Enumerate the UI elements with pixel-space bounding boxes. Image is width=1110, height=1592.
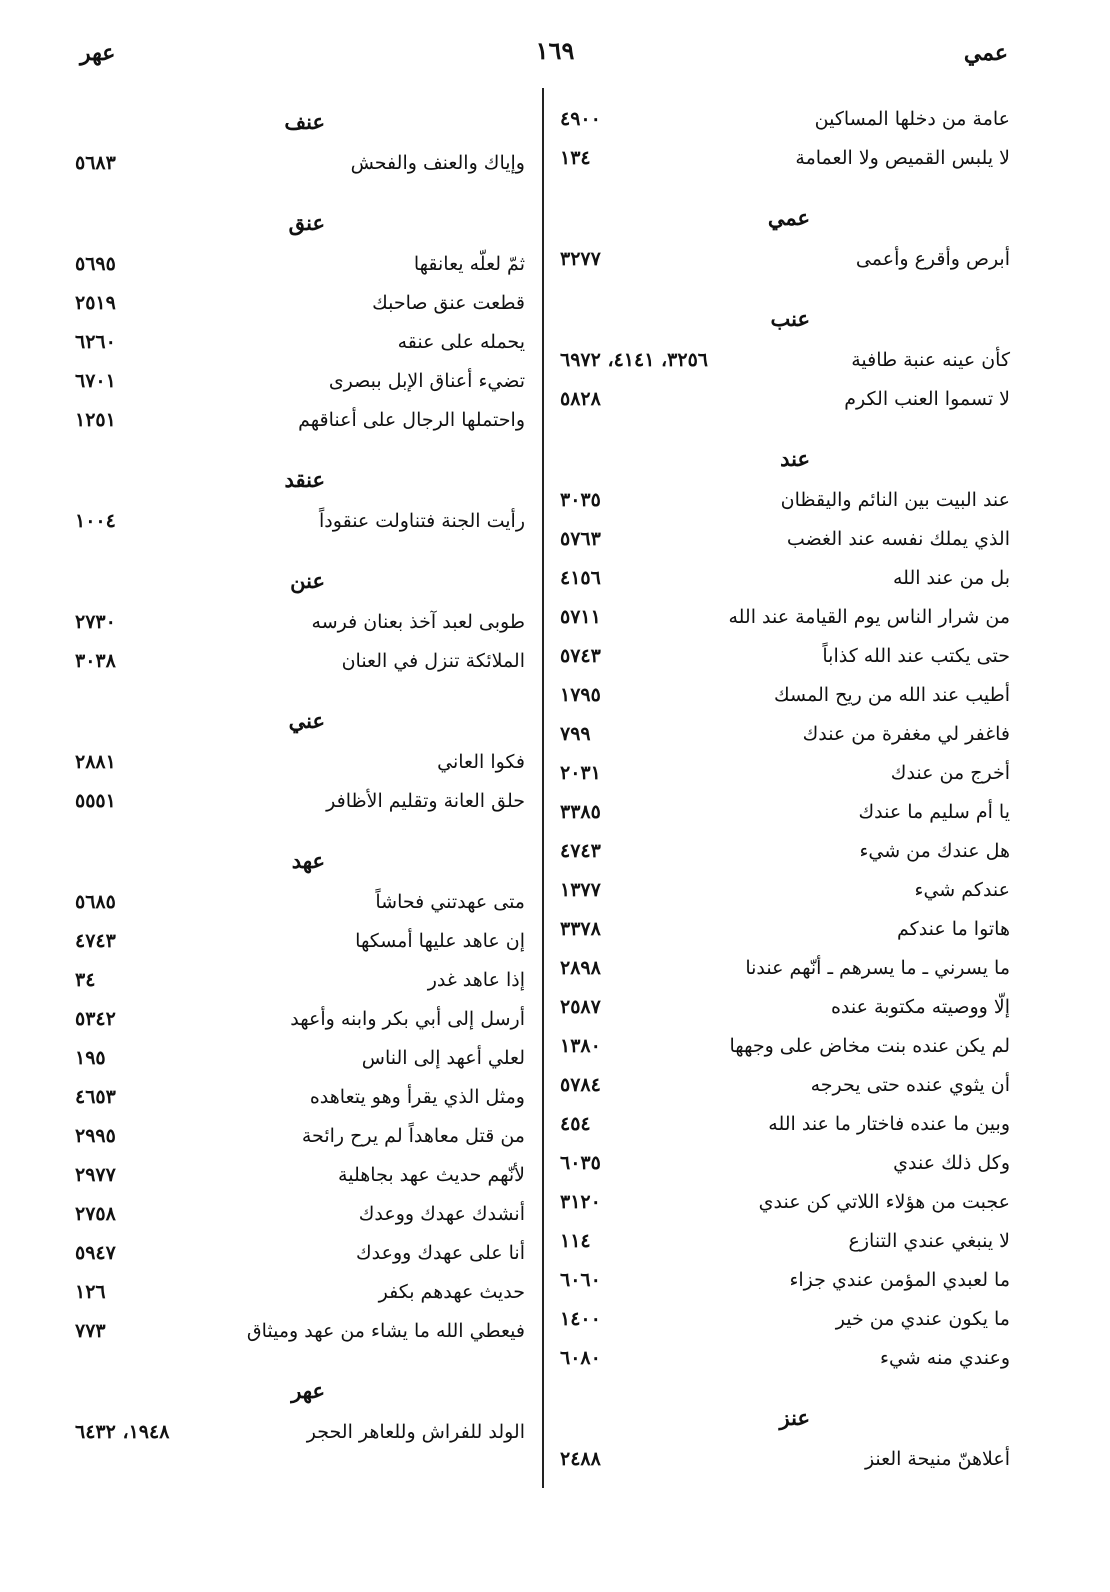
entry-reference-number: ١٣٤ — [560, 147, 591, 169]
index-entry — [560, 793, 1010, 832]
index-entry — [560, 1183, 1010, 1222]
entry-reference-number: ٣٠٣٨ — [75, 650, 116, 672]
entry-text: من شرار الناس يوم القيامة عند الله — [728, 606, 1010, 628]
entry-text: أعلاهنّ منيحة العنز — [864, 1448, 1010, 1470]
index-entry — [75, 1117, 525, 1156]
entry-text: لعلي أعهد إلى الناس — [361, 1047, 525, 1069]
right-column — [560, 100, 1010, 1479]
section-heading: عنن — [290, 568, 325, 593]
entry-reference-number: ٥٧١١ — [560, 606, 601, 628]
entry-reference-number: ١٠٠٤ — [75, 510, 116, 532]
index-entry — [75, 1078, 525, 1117]
entry-text: حتى يكتب عند الله كذاباً — [822, 645, 1010, 667]
entry-text: يحمله على عنقه — [397, 331, 525, 353]
entry-reference-number: ٥٦٨٥ — [75, 891, 116, 913]
entry-reference-number: ١١٤ — [560, 1230, 591, 1252]
index-entry — [560, 871, 1010, 910]
index-entry — [75, 1413, 525, 1452]
index-entry — [75, 1234, 525, 1273]
index-entry — [75, 1312, 525, 1351]
index-entry — [560, 1261, 1010, 1300]
entry-text: بل من عند الله — [892, 567, 1010, 589]
entry-text: لا ينبغي عندي التنازع — [848, 1230, 1010, 1252]
entry-reference-number: ٥٣٤٢ — [75, 1008, 116, 1030]
entry-reference-number: ٣٠٣٥ — [560, 489, 601, 511]
entry-text: يا أم سليم ما عندك — [858, 801, 1010, 823]
entry-text: لأنّهم حديث عهد بجاهلية — [338, 1164, 525, 1186]
entry-text: متى عهدتني فحاشاً — [375, 891, 525, 913]
index-entry — [75, 362, 525, 401]
entry-reference-number: ٢٩٩٥ — [75, 1125, 116, 1147]
index-entry — [560, 715, 1010, 754]
index-entry — [75, 1039, 525, 1078]
section-heading: عنقد — [284, 467, 325, 492]
index-entry — [560, 1027, 1010, 1066]
entry-text: ما لعبدي المؤمن عندي جزاء — [789, 1269, 1010, 1291]
index-entry — [560, 1144, 1010, 1183]
index-entry — [560, 380, 1010, 419]
section-heading: عنف — [284, 109, 325, 134]
index-entry — [75, 1156, 525, 1195]
column-divider — [542, 88, 544, 1488]
entry-reference-number: ٣٢٥٦، ٤١٤١، ٦٩٧٢ — [560, 349, 708, 371]
section-heading: عني — [288, 708, 325, 733]
section-heading: عمي — [767, 205, 810, 230]
entry-text: أخرج من عندك — [890, 762, 1010, 784]
entry-reference-number: ٥٥٥١ — [75, 790, 116, 812]
entry-reference-number: ٦٢٦٠ — [75, 331, 116, 353]
entry-reference-number: ٢٠٣١ — [560, 762, 601, 784]
index-entry — [560, 1440, 1010, 1479]
entry-text: لم يكن عنده بنت مخاض على وجهها — [729, 1035, 1010, 1057]
index-entry — [560, 637, 1010, 676]
entry-text: وإياك والعنف والفحش — [350, 152, 525, 174]
entry-text: ما يكون عندي من خير — [835, 1308, 1010, 1330]
index-entry — [75, 743, 525, 782]
entry-reference-number: ١٧٩٥ — [560, 684, 601, 706]
entry-text: فاغفر لي مغفرة من عندك — [802, 723, 1010, 745]
left-column — [75, 100, 525, 1452]
index-entry — [75, 642, 525, 681]
index-entry — [75, 502, 525, 541]
entry-reference-number: ٥٧٨٤ — [560, 1074, 601, 1096]
entry-text: أرسل إلى أبي بكر وابنه وأعهد — [290, 1008, 525, 1030]
entry-reference-number: ٧٩٩ — [560, 723, 591, 745]
entry-text: رأيت الجنة فتناولت عنقوداً — [319, 510, 525, 532]
index-entry — [75, 401, 525, 440]
entry-text: ما يسرني ـ ما يسرهم ـ أنّهم عندنا — [745, 957, 1010, 979]
entry-reference-number: ٢٩٧٧ — [75, 1164, 116, 1186]
entry-reference-number: ٢٧٥٨ — [75, 1203, 116, 1225]
entry-reference-number: ٥٧٦٣ — [560, 528, 601, 550]
entry-reference-number: ١٩٥ — [75, 1047, 106, 1069]
index-entry — [560, 100, 1010, 139]
entry-reference-number: ٥٨٢٨ — [560, 388, 601, 410]
entry-reference-number: ٢٨٨١ — [75, 751, 116, 773]
entry-text: أنا على عهدك ووعدك — [356, 1242, 525, 1264]
entry-reference-number: ٣٣٧٨ — [560, 918, 601, 940]
section-heading: عنب — [770, 306, 810, 331]
index-entry — [560, 1066, 1010, 1105]
entry-text: لا تسموا العنب الكرم — [844, 388, 1010, 410]
section-heading: عهد — [291, 848, 325, 873]
index-entry — [560, 598, 1010, 637]
index-entry — [560, 988, 1010, 1027]
entry-text: وعندي منه شيء — [880, 1347, 1010, 1369]
page-number: ١٦٩ — [535, 36, 575, 65]
entry-reference-number: ٥٦٨٣ — [75, 152, 116, 174]
index-entry — [75, 1195, 525, 1234]
index-entry — [560, 1339, 1010, 1378]
entry-reference-number: ٤٦٥٣ — [75, 1086, 116, 1108]
entry-reference-number: ٤٧٤٣ — [560, 840, 601, 862]
index-entry — [75, 922, 525, 961]
index-entry — [560, 754, 1010, 793]
entry-reference-number: ٢٤٨٨ — [560, 1448, 601, 1470]
entry-text: حلق العانة وتقليم الأظافر — [326, 790, 525, 812]
index-entry — [560, 1300, 1010, 1339]
entry-reference-number: ٤١٥٦ — [560, 567, 601, 589]
index-entry — [75, 144, 525, 183]
index-entry — [75, 323, 525, 362]
entry-reference-number: ٣٣٨٥ — [560, 801, 601, 823]
entry-reference-number: ٣٤ — [75, 969, 96, 991]
entry-text: الولد للفراش وللعاهر الحجر — [306, 1421, 525, 1443]
entry-text: هاتوا ما عندكم — [897, 918, 1010, 940]
section-heading: عند — [780, 446, 810, 471]
entry-text: فكوا العاني — [437, 751, 525, 773]
entry-text: وكل ذلك عندي — [893, 1152, 1010, 1174]
entry-text: أن يثوي عنده حتى يحرجه — [810, 1074, 1010, 1096]
entry-text: هل عندك من شيء — [859, 840, 1010, 862]
entry-reference-number: ١٣٨٠ — [560, 1035, 601, 1057]
entry-text: واحتملها الرجال على أعناقهم — [298, 409, 525, 431]
entry-reference-number: ٣٢٧٧ — [560, 248, 601, 270]
entry-text: عجبت من هؤلاء اللاتي كن عندي — [758, 1191, 1010, 1213]
entry-text: طوبى لعبد آخذ بعنان فرسه — [311, 611, 525, 633]
entry-text: عندكم شيء — [914, 879, 1010, 901]
section-heading: عنز — [779, 1405, 810, 1430]
entry-reference-number: ٤٥٤ — [560, 1113, 591, 1135]
index-entry — [560, 240, 1010, 279]
entry-text: ومثل الذي يقرأ وهو يتعاهده — [309, 1086, 525, 1108]
entry-text: ثمّ لعلّه يعانقها — [413, 253, 525, 275]
index-entry — [560, 341, 1010, 380]
entry-text: قطعت عنق صاحبك — [372, 292, 525, 314]
index-entry — [75, 961, 525, 1000]
entry-text: أنشدك عهدك ووعدك — [358, 1203, 525, 1225]
entry-reference-number: ٢٧٣٠ — [75, 611, 116, 633]
entry-text: وبين ما عنده فاختار ما عند الله — [768, 1113, 1010, 1135]
index-entry — [560, 139, 1010, 178]
index-entry — [75, 603, 525, 642]
entry-reference-number: ٦٠٦٠ — [560, 1269, 601, 1291]
entry-reference-number: ٦٠٣٥ — [560, 1152, 601, 1174]
running-head-right: عمي — [963, 40, 1008, 66]
index-entry — [75, 782, 525, 821]
entry-reference-number: ١٢٥١ — [75, 409, 116, 431]
section-heading: عنق — [288, 210, 325, 235]
index-entry — [560, 949, 1010, 988]
entry-text: لا يلبس القميص ولا العمامة — [795, 147, 1010, 169]
index-entry — [560, 520, 1010, 559]
entry-text: كأن عينه عنبة طافية — [851, 349, 1010, 371]
entry-reference-number: ٢٨٩٨ — [560, 957, 601, 979]
entry-text: إذا عاهد غدر — [427, 969, 525, 991]
index-entry — [75, 1273, 525, 1312]
entry-text: أطيب عند الله من ريح المسك — [774, 684, 1010, 706]
entry-reference-number: ٤٩٠٠ — [560, 108, 601, 130]
index-entry — [75, 1000, 525, 1039]
running-head-left: عهر — [80, 40, 116, 66]
entry-reference-number: ٧٧٣ — [75, 1320, 106, 1342]
entry-reference-number: ١٣٧٧ — [560, 879, 601, 901]
entry-reference-number: ٤٧٤٣ — [75, 930, 116, 952]
entry-text: من قتل معاهداً لم يرح رائحة — [301, 1125, 525, 1147]
index-entry — [560, 1222, 1010, 1261]
index-entry — [75, 883, 525, 922]
entry-reference-number: ٥٩٤٧ — [75, 1242, 116, 1264]
entry-reference-number: ٦٧٠١ — [75, 370, 116, 392]
index-entry — [560, 559, 1010, 598]
entry-text: الملائكة تنزل في العنان — [341, 650, 525, 672]
entry-reference-number: ٦٠٨٠ — [560, 1347, 601, 1369]
entry-reference-number: ٣١٢٠ — [560, 1191, 601, 1213]
section-heading: عهر — [291, 1378, 325, 1403]
entry-text: الذي يملك نفسه عند الغضب — [786, 528, 1010, 550]
index-entry — [560, 1105, 1010, 1144]
entry-reference-number: ١٩٤٨، ٦٤٣٢ — [75, 1421, 170, 1443]
index-entry — [560, 910, 1010, 949]
index-entry — [75, 245, 525, 284]
entry-text: حديث عهدهم بكفر — [378, 1281, 525, 1303]
entry-text: عامة من دخلها المساكين — [814, 108, 1010, 130]
entry-text: أبرص وأقرع وأعمى — [855, 248, 1010, 270]
index-entry — [560, 676, 1010, 715]
entry-reference-number: ٥٦٩٥ — [75, 253, 116, 275]
entry-reference-number: ٥٧٤٣ — [560, 645, 601, 667]
index-entry — [560, 832, 1010, 871]
entry-text: فيعطي الله ما يشاء من عهد وميثاق — [246, 1320, 525, 1342]
entry-reference-number: ٢٥١٩ — [75, 292, 116, 314]
entry-reference-number: ٢٥٨٧ — [560, 996, 601, 1018]
index-entry — [75, 284, 525, 323]
entry-text: عند البيت بين النائم واليقظان — [780, 489, 1010, 511]
entry-text: إلّا ووصيته مكتوبة عنده — [830, 996, 1010, 1018]
entry-reference-number: ١٤٠٠ — [560, 1308, 601, 1330]
index-entry — [560, 481, 1010, 520]
entry-reference-number: ١٢٦ — [75, 1281, 106, 1303]
entry-text: تضيء أعناق الإبل ببصرى — [328, 370, 525, 392]
entry-text: إن عاهد عليها أمسكها — [355, 930, 525, 952]
